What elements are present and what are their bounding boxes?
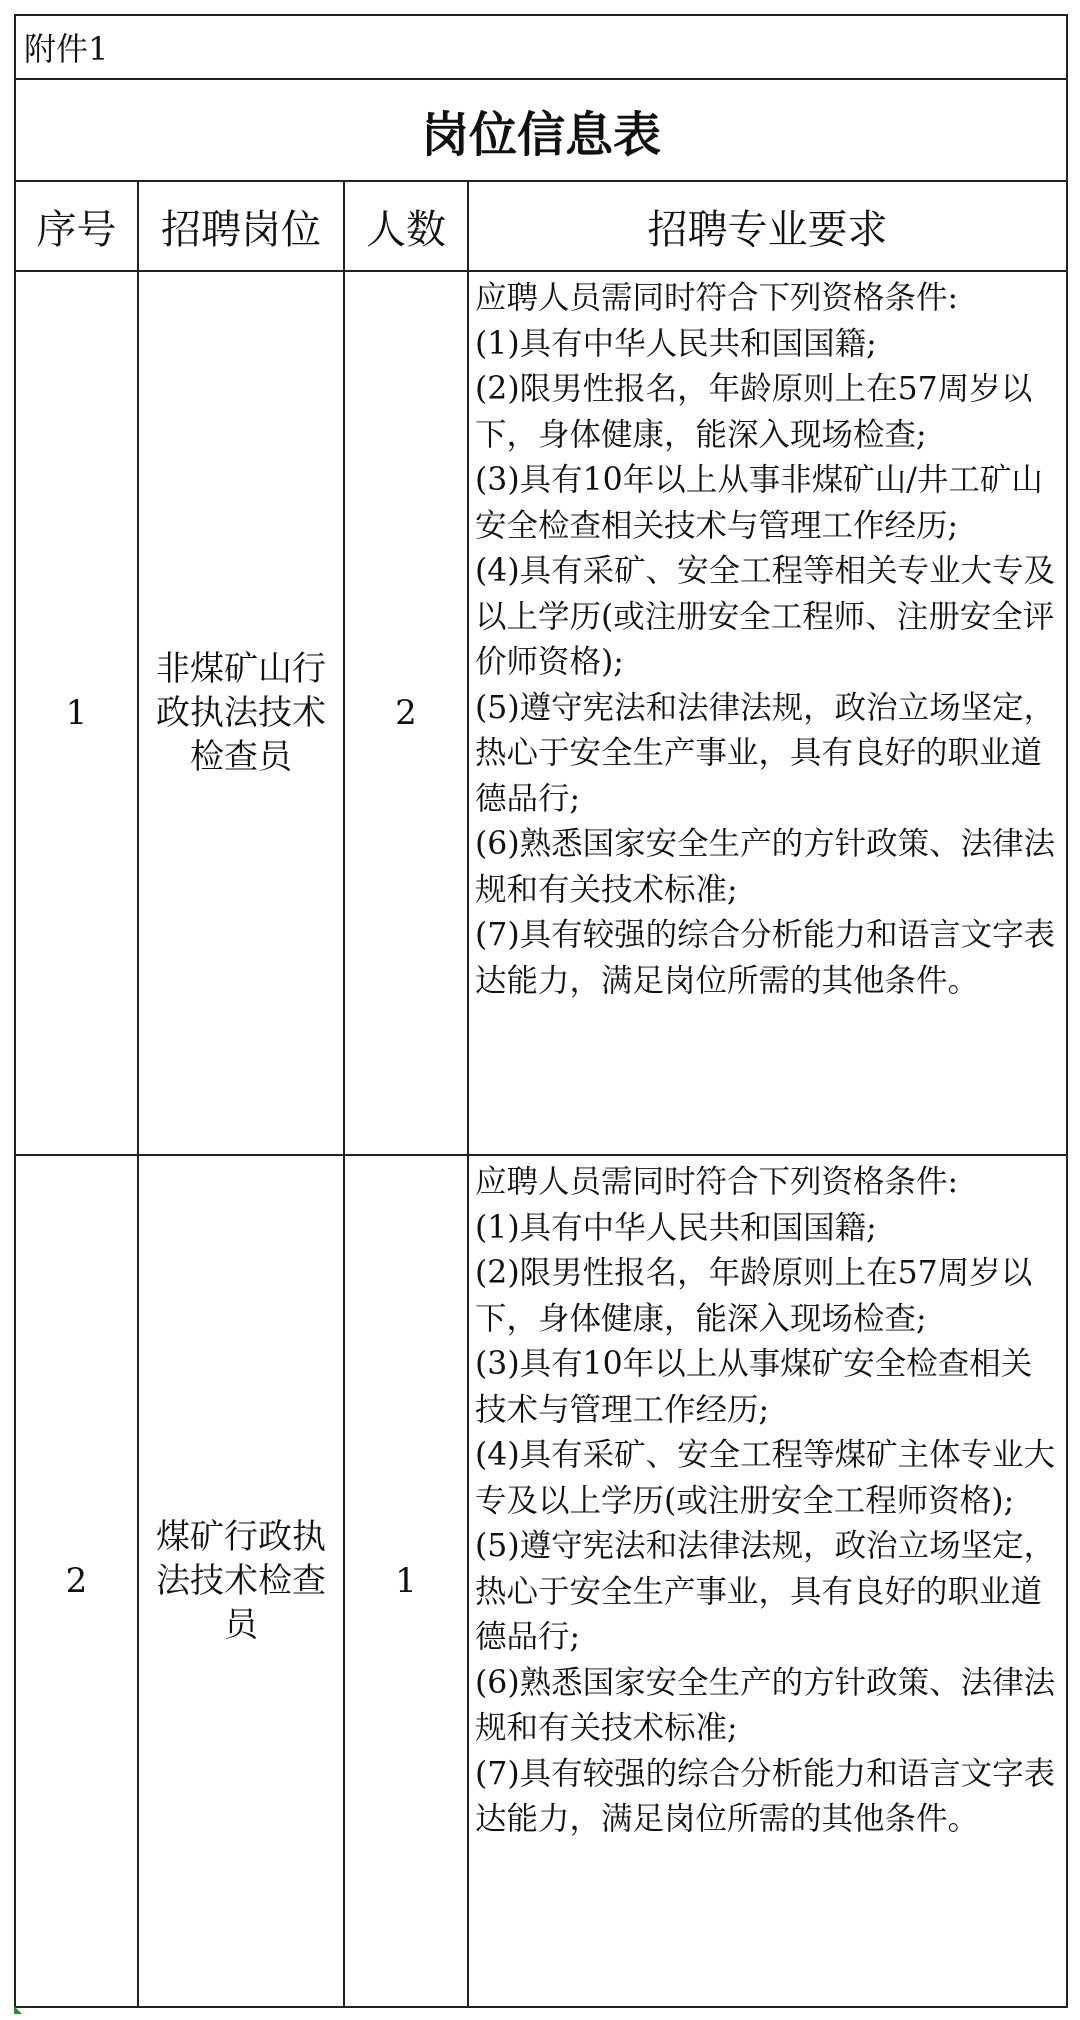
requirement-line: 应聘人员需同时符合下列资格条件: [475,280,959,316]
requirement-line: (1)具有中华人民共和国国籍; [475,325,877,362]
header-no: 序号 [15,181,138,271]
row-no: 1 [15,271,138,1155]
cell-corner-marker [14,2006,22,2014]
requirement-line: (4)具有采矿、安全工程等相关专业大专及以上学历(或注册安全工程师、注册安全评价师资格); [475,553,1056,680]
header-position: 招聘岗位 [138,181,344,271]
requirement-line: (7)具有较强的综合分析能力和语言文字表达能力，满足岗位所需的其他条件。 [475,1755,1056,1837]
requirement-line: (5)遵守宪法和法律法规，政治立场坚定，热心于安全生产事业，具有良好的职业道德品行; [475,1528,1056,1655]
position-info-table [14,14,1068,2008]
requirement-line: (5)遵守宪法和法律法规，政治立场坚定，热心于安全生产事业，具有良好的职业道德品行; [475,689,1056,817]
header-count: 人数 [344,181,468,271]
row-requirements [468,271,1067,1155]
header-row [15,181,1067,271]
row-count: 1 [344,1155,468,2007]
requirement-line: (2)限男性报名，年龄原则上在57周岁以下，身体健康，能深入现场检查; [475,371,1033,453]
requirement-line: (1)具有中华人民共和国国籍; [475,1209,877,1246]
row-position: 煤矿行政执法技术检查员 [138,1155,344,2007]
requirement-line: (3)具有10年以上从事非煤矿山/井工矿山安全检查相关技术与管理工作经历; [475,462,1043,544]
requirement-line: (4)具有采矿、安全工程等煤矿主体专业大专及以上学历(或注册安全工程师资格); [475,1437,1056,1519]
requirement-line: (3)具有10年以上从事煤矿安全检查相关技术与管理工作经历; [475,1346,1033,1428]
table-row [15,1155,1067,2007]
table-title: 岗位信息表 [15,79,1067,181]
header-requirements: 招聘专业要求 [468,181,1067,271]
requirement-line: 应聘人员需同时符合下列资格条件: [475,1164,959,1200]
requirement-line: (2)限男性报名，年龄原则上在57周岁以下，身体健康，能深入现场检查; [475,1255,1033,1337]
requirement-line: (6)熟悉国家安全生产的方针政策、法律法规和有关技术标准; [475,1664,1056,1746]
table-row [15,271,1067,1155]
attachment-label: 附件1 [15,15,1067,79]
requirement-line: (7)具有较强的综合分析能力和语言文字表达能力，满足岗位所需的其他条件。 [475,917,1056,999]
requirement-line: (6)熟悉国家安全生产的方针政策、法律法规和有关技术标准; [475,826,1056,908]
row-no: 2 [15,1155,138,2007]
row-position: 非煤矿山行政执法技术检查员 [138,271,344,1155]
row-count: 2 [344,271,468,1155]
row-requirements [468,1155,1067,2007]
